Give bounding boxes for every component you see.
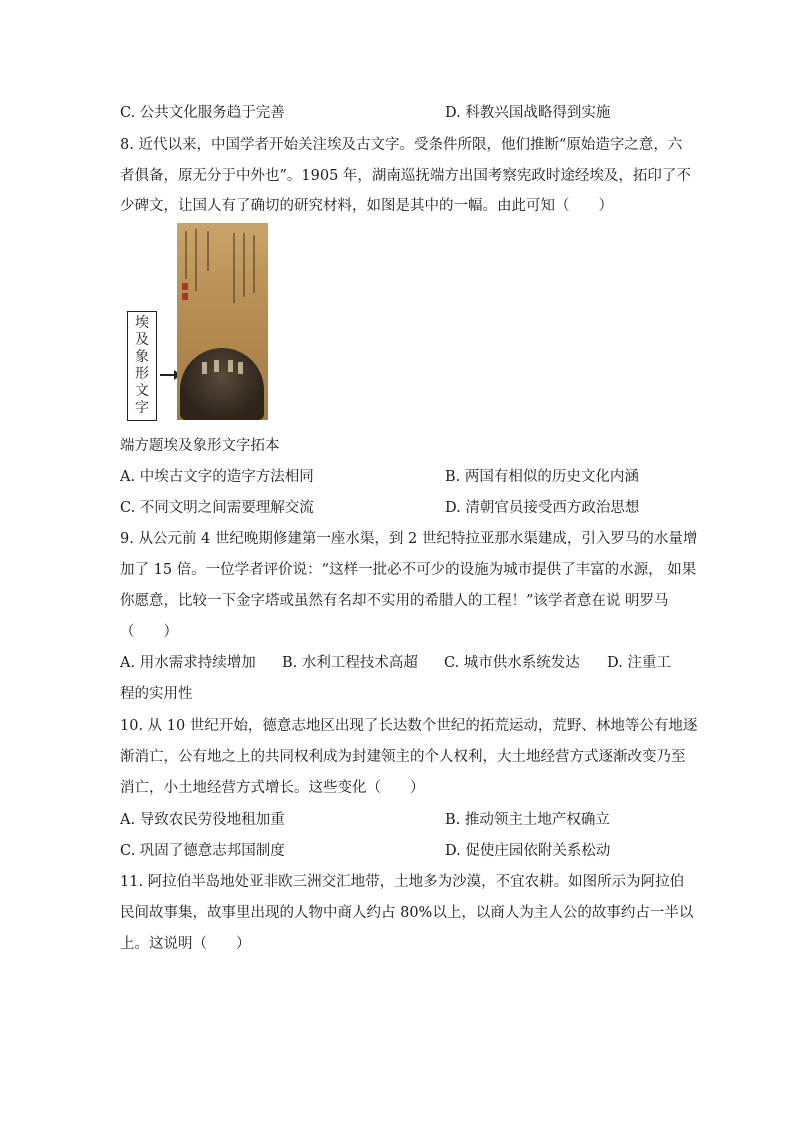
q9-option-a: A. 用水需求持续增加 xyxy=(120,655,256,671)
seal-stamp xyxy=(182,283,188,290)
q7-option-d: D. 科教兴国战略得到实施 xyxy=(445,105,611,121)
q9-stem-line-3: 你愿意，比较一下金字塔或虽然有名却不实用的希腊人的工程！”该学者意在说 明罗马 xyxy=(120,593,669,609)
q9-option-d: D. 注重工 xyxy=(607,655,671,671)
q7-option-c: C. 公共文化服务趋于完善 xyxy=(120,105,285,121)
q10-stem-line-1: 10. 从 10 世纪开始，德意志地区出现了长达数个世纪的拓荒运动，荒野、林地等公有地逐 xyxy=(120,718,698,734)
figure-label-char: 埃 xyxy=(135,315,149,331)
hieroglyph-figure xyxy=(228,360,233,372)
q9-stem-line-2: 加了 15 倍。一位学者评价说：“这样一批必不可少的设施为城市提供了丰富的水源， 如果 xyxy=(120,562,697,578)
q9-option-d-continued: 程的实用性 xyxy=(120,686,193,702)
q10-stem-line-2: 渐消亡，公有地之上的共同权利成为封建领主的个人权利，大土地经营方式逐渐改变乃至 xyxy=(120,749,686,765)
q8-option-d: D. 清朝官员接受西方政治思想 xyxy=(445,500,640,516)
q10-option-c: C. 巩固了德意志邦国制度 xyxy=(120,843,285,859)
seal-stamp xyxy=(182,293,188,300)
calligraphy-column xyxy=(185,231,187,279)
q8-stem-line-3: 少碑文，让国人有了确切的研究材料，如图是其中的一幅。由此可知（ ） xyxy=(120,198,613,214)
q8-figure-caption: 端方题埃及象形文字拓本 xyxy=(120,438,280,454)
calligraphy-column xyxy=(253,235,255,293)
q10-option-d: D. 促使庄园依附关系松动 xyxy=(445,843,611,859)
q10-option-a: A. 导致农民劳役地租加重 xyxy=(120,812,285,828)
q10-stem-line-3: 消亡，小土地经营方式增长。这些变化（ ） xyxy=(120,780,425,796)
q11-stem-line-3: 上。这说明（ ） xyxy=(120,936,251,952)
q8-option-b: B. 两国有相似的历史文化内涵 xyxy=(445,469,639,485)
figure-label-char: 形 xyxy=(135,366,149,382)
figure-label-char: 象 xyxy=(135,349,149,365)
figure-label-char: 及 xyxy=(135,332,149,348)
q9-stem-line-1: 9. 从公元前 4 世纪晚期修建第一座水渠，到 2 世纪特拉亚那水渠建成，引入罗马的水量增 xyxy=(120,531,698,547)
calligraphy-column xyxy=(207,231,209,271)
calligraphy-column xyxy=(233,233,235,303)
q11-stem-line-2: 民间故事集，故事里出现的人物中商人约占 80%以上，以商人为主人公的故事约占一半以 xyxy=(120,905,694,921)
hieroglyph-figure xyxy=(238,362,243,374)
q8-option-a: A. 中埃古文字的造字方法相同 xyxy=(120,469,314,485)
q8-stem-line-2: 者俱备，原无分于中外也”。1905 年，湖南巡抚端方出国考察宪政时途经埃及，拓印了不 xyxy=(120,168,691,184)
q8-stem-line-1: 8. 近代以来，中国学者开始关注埃及古文字。受条件所限，他们推断“原始造字之意，六 xyxy=(120,137,683,153)
calligraphy-column xyxy=(195,229,197,291)
hieroglyph-figure xyxy=(202,362,207,374)
hieroglyph-figure xyxy=(214,360,219,372)
q10-option-b: B. 推动领主土地产权确立 xyxy=(445,812,610,828)
q11-stem-line-1: 11. 阿拉伯半岛地处亚非欧三洲交汇地带，土地多为沙漠，不宜农耕。如图所示为阿拉伯 xyxy=(120,874,685,890)
calligraphy-column xyxy=(243,233,245,297)
figure-label-char: 文 xyxy=(135,383,149,399)
q8-option-c: C. 不同文明之间需要理解交流 xyxy=(120,500,314,516)
q9-stem-line-4: （ ） xyxy=(120,624,178,640)
q9-option-c: C. 城市供水系统发达 xyxy=(444,655,580,671)
figure-label-box xyxy=(127,311,157,421)
figure-label-char: 字 xyxy=(135,400,149,416)
q9-option-b: B. 水利工程技术高超 xyxy=(282,655,418,671)
